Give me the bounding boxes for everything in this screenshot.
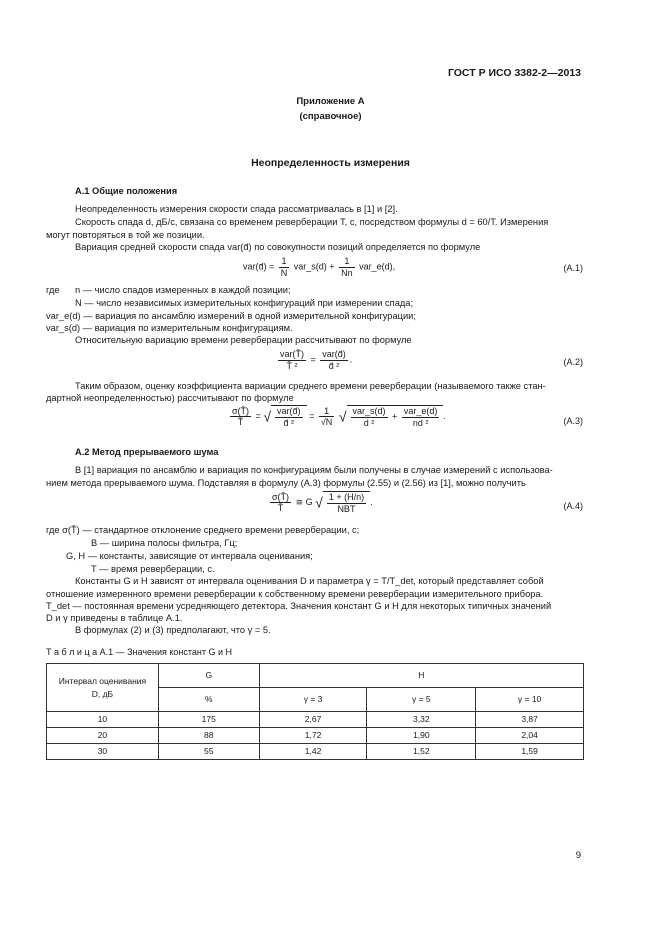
section-a1-heading: А.1 Общие положения <box>75 186 178 196</box>
formula-a4: $\frac{\sigma(T̄)}{T̄}$ ≅ G √ $\frac{1 + (H/n)}{\text{NBT}}$ . <box>272 491 373 514</box>
subheader-gamma-3: γ = 3 <box>259 688 367 712</box>
annex-kind: (справочное) <box>299 110 362 122</box>
paragraph: Таким образом, оценку коэффициента вариации среднего времени реверберации (называемого также стан- <box>75 381 546 391</box>
paragraph: D и γ приведены в таблице А.1. <box>46 613 183 623</box>
definition-item: где σ(T̄) — стандартное отклонение среднего времени реверберации, с; <box>46 525 360 535</box>
definition-item: B — ширина полосы фильтра, Гц; <box>91 538 238 548</box>
formula-number: (A.3) <box>563 416 583 426</box>
column-header-interval: Интервал оценивания D, дБ <box>47 664 159 712</box>
table-caption: Т а б л и ц а А.1 — Значения констант G и H <box>46 647 233 657</box>
where-label: где <box>46 285 60 295</box>
definition-item: G, H — константы, зависящие от интервала оценивания; <box>66 551 313 561</box>
column-header-h: H <box>259 664 583 688</box>
table-row: 20 88 1,72 1,90 2,04 <box>47 728 584 744</box>
paragraph: Скорость спада d, дБ/с, связана со временем реверберации T, с, посредством формулы d = 60/T. Измерения <box>75 217 549 227</box>
paragraph: Неопределенность измерения скорости спада рассматривалась в [1] и [2]. <box>75 204 398 214</box>
annex-subject-title: Неопределенность измерения <box>251 157 410 169</box>
formula-a3: $\frac{\sigma(T̄)}{T̄}$ = √ $\frac{\text{var(d̄)}}{\text{d̄ ²}}$ = $\frac{1}{√N}$ √ $\frac{\text{var\_s(d)}}{\text{d ²}}$ + $\frac{\text{var\_e(d)}}{\text{nd ²}}$ . <box>232 405 446 428</box>
paragraph: Относительную вариацию времени реверберации рассчитывают по формуле <box>75 335 412 345</box>
paragraph: отношение измеренного времени реверберации к собственному времени реверберации измерительного прибора. <box>46 589 544 599</box>
standard-number: ГОСТ Р ИСО 3382-2—2013 <box>447 67 581 79</box>
formula-number: (A.1) <box>563 263 583 273</box>
definition-item: n — число спадов измеренных в каждой позиции; <box>75 285 291 295</box>
paragraph: Вариация средней скорости спада var(d̄) по совокупности позиций определяется по формуле <box>75 242 481 252</box>
paragraph: нием метода прерываемого шума. Подставляя в формулу (А.3) формулы (2.55) и (2.56) из [1], можно получить <box>46 478 526 488</box>
annex-heading <box>0 95 661 124</box>
column-header-g: G <box>158 664 259 688</box>
subheader-gamma-5: γ = 5 <box>367 688 476 712</box>
definition-item: var_e(d) — вариация по ансамблю измерений в одной измерительной конфигурации; <box>46 311 416 321</box>
definition-item: N — число независимых измерительных конфигураций при измерении спада; <box>75 298 414 308</box>
table-row: 10 175 2,67 3,32 3,87 <box>47 712 584 728</box>
paragraph: В формулах (2) и (3) предполагают, что γ = 5. <box>75 625 271 635</box>
page-number: 9 <box>575 850 581 861</box>
paragraph: В [1] вариация по ансамблю и вариация по конфигурациям были получены в случае измерений с использова- <box>75 465 553 475</box>
definition-item: var_s(d) — вариация по измерительным конфигурациям. <box>46 323 293 333</box>
paragraph: T_det — постоянная времени усредняющего детектора. Значения констант G и H для некоторых типичных значений <box>46 601 552 611</box>
formula-a2: $\frac{\text{var(T̄)}}{\text{T̄ ²}}$ = $\frac{\text{var(d̄)}}{\text{d̄ ²}}$ . <box>280 349 353 371</box>
subheader-g-unit: % <box>158 688 259 712</box>
paragraph: могут повторяться в той же позиции. <box>46 230 205 240</box>
annex-title: Приложение А <box>296 96 365 107</box>
definition-item: T — время реверберации, с. <box>91 564 215 574</box>
paragraph: дартной неопределенностью) рассчитывают по формуле <box>46 393 294 403</box>
formula-number: (A.4) <box>563 501 583 511</box>
table-row: 30 55 1,42 1,52 1,59 <box>47 744 584 760</box>
constants-table <box>46 663 584 760</box>
section-a2-heading: А.2 Метод прерываемого шума <box>75 447 219 457</box>
formula-a1: var(d̄) = $\frac{1}{N}$ var_s(d) + $\frac{1}{Nn}$ var_e(d), <box>243 256 396 278</box>
formula-number: (A.2) <box>563 357 583 367</box>
subheader-gamma-10: γ = 10 <box>476 688 584 712</box>
paragraph: Константы G и H зависят от интервала оценивания D и параметра γ = T/T_det, который представляет собой <box>75 576 544 586</box>
